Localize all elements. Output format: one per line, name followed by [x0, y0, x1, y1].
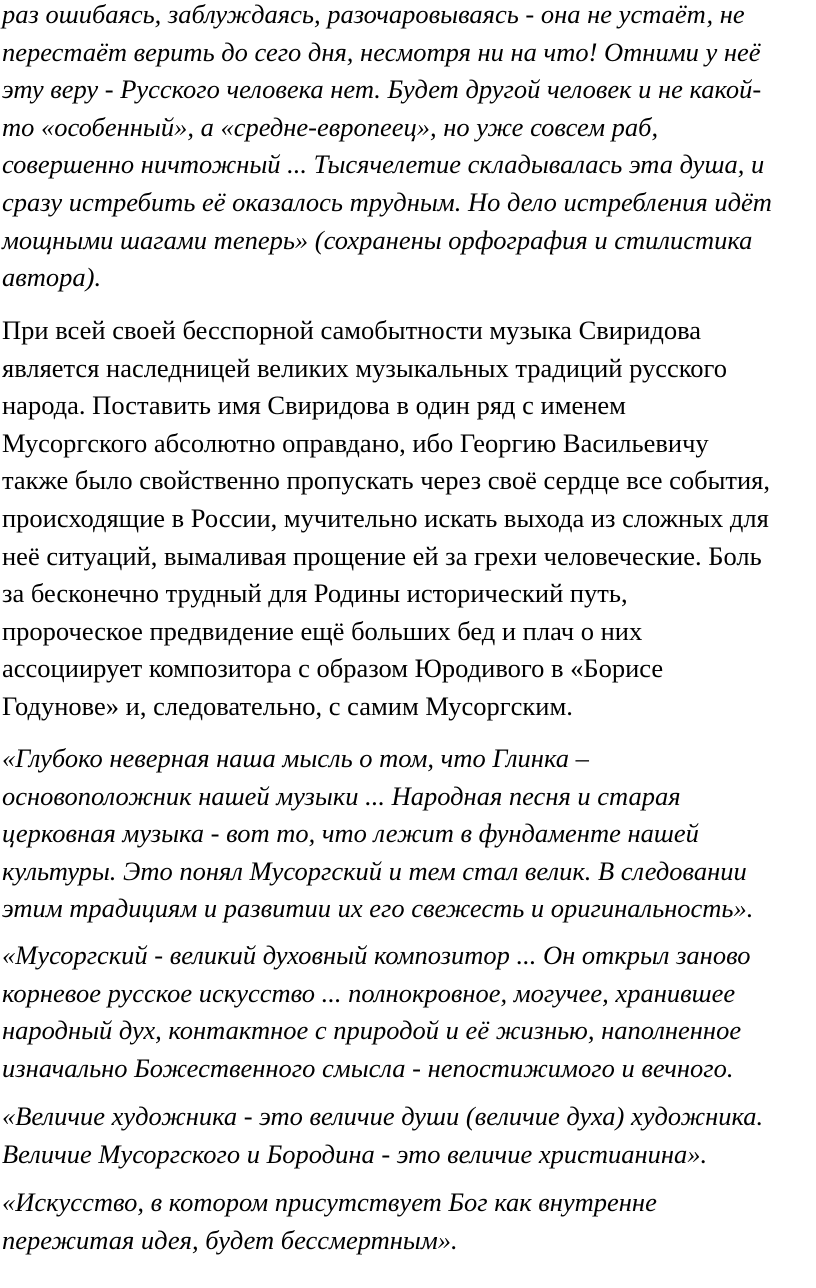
text-line: пророческое предвидение ещё больших бед и плач о них	[2, 615, 643, 646]
paragraph-sviridov-heritage	[2, 312, 814, 726]
text-line: то «особенный», а «средне-европеец», но уже совсем раб,	[2, 111, 659, 142]
text-line: изначально Божественного смысла - непостижимого и вечного.	[2, 1052, 734, 1083]
text-line: сразу истребить её оказалось трудным. Но дело истребления идёт	[2, 186, 772, 217]
text-line: автора).	[2, 262, 102, 293]
text-line: происходящие в России, мучительно искать выхода из сложных для	[2, 502, 769, 533]
text-line: пережитая идея, будет бессмертным».	[2, 1224, 458, 1255]
paragraph-quote-continuation	[2, 0, 814, 297]
text-line: за бесконечно трудный для Родины исторический путь,	[2, 578, 628, 609]
text-line: «Величие художника - это величие души (величие духа) художника.	[2, 1101, 764, 1131]
text-line: мощными шагами теперь» (сохранены орфография и стилистика	[2, 224, 753, 255]
text-line: При всей своей бесспорной самобытности музыка Свиридова	[2, 315, 702, 345]
text-line: эту веру - Русского человека нет. Будет другой человек и не какой-	[2, 74, 762, 105]
paragraph-quote-art	[2, 1184, 814, 1259]
text-line: является наследницей великих музыкальных традиций русского	[2, 352, 727, 383]
text-line: «Мусоргский - великий духовный композитор ... Он открыл заново	[2, 940, 751, 970]
text-line: перестаёт верить до сего дня, несмотря ни на что! Отними у неё	[2, 36, 761, 67]
text-line: также было свойственно пропускать через своё сердце все события,	[2, 465, 770, 496]
text-line: корневое русское искусство ... полнокровное, могучее, хранившее	[2, 977, 736, 1008]
paragraph-quote-mussorgsky	[2, 937, 814, 1087]
text-line: совершенно ничтожный ... Тысячелетие складывалась эта душа, и	[2, 149, 765, 180]
text-line: основоположник нашей музыки ... Народная песня и старая	[2, 780, 681, 811]
text-line: Годунове» и, следовательно, с самим Мусоргским.	[2, 690, 573, 721]
text-line: ассоциирует композитора с образом Юродивого в «Борисе	[2, 653, 664, 684]
text-line: Величие Мусоргского и Бородина - это величие христианина».	[2, 1138, 708, 1169]
text-line: «Глубоко неверная наша мысль о том, что Глинка –	[2, 743, 589, 773]
text-line: раз ошибаясь, заблуждаясь, разочаровываясь - она не устаёт, не	[2, 0, 745, 29]
paragraph-quote-glinka	[2, 740, 814, 928]
text-line: церковная музыка - вот то, что лежит в фундаменте нашей	[2, 818, 699, 849]
text-line: народа. Поставить имя Свиридова в один ряд с именем	[2, 390, 626, 421]
paragraph-quote-greatness	[2, 1098, 814, 1173]
text-line: Мусоргского абсолютно оправдано, ибо Георгию Васильевичу	[2, 427, 709, 458]
text-line: неё ситуаций, вымаливая прощение ей за грехи человеческие. Боль	[2, 540, 762, 571]
text-line: этим традициям и развитии их его свежесть и оригинальность».	[2, 893, 754, 924]
text-line: народный дух, контактное с природой и её жизнью, наполненное	[2, 1015, 742, 1046]
text-line: «Искусство, в котором присутствует Бог как внутренне	[2, 1187, 657, 1217]
text-line: культуры. Это понял Мусоргский и тем стал велик. В следовании	[2, 855, 747, 886]
